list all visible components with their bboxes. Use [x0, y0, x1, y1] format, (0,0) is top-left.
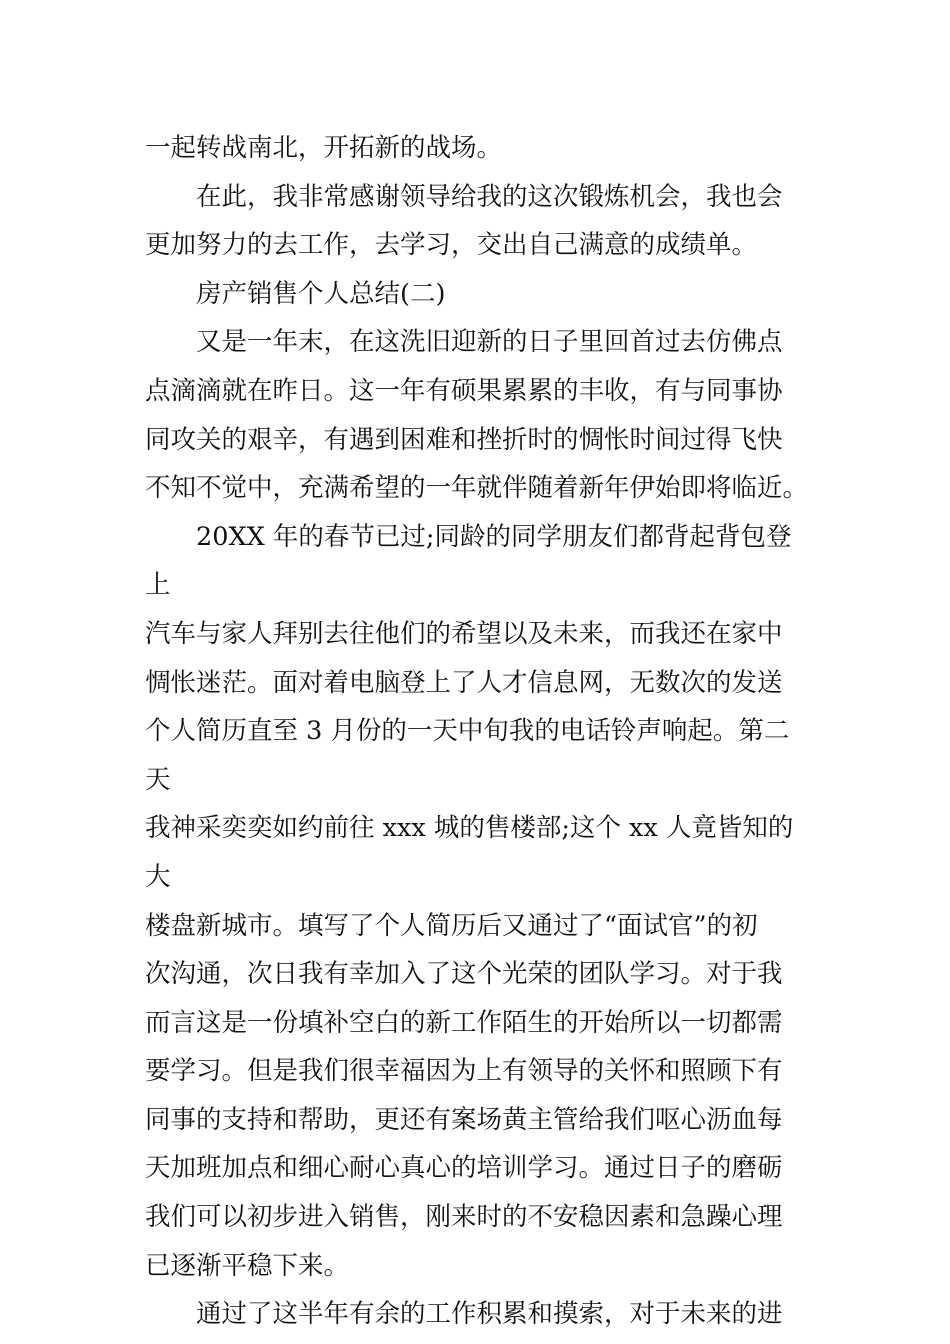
document-body	[145, 124, 810, 1339]
paragraph-half-year: 通过了这半年有余的工作积累和摸索，对于未来的进	[145, 1299, 783, 1330]
section-heading: 房产销售个人总结(二)	[145, 278, 446, 309]
paragraph-spring-festival: 20XX 年的春节已过;同龄的同学朋友们都背起背包登上 汽车与家人拜别去往他们的希望以及未来，而我还在家中 惆怅迷茫。面对着电脑登上了人才信息网，无数次的发送 个人简历直至 3 月份的一天中旬我的电话铃声响起。第二天 我神采奕奕如约前往 xxx 城的售楼部;这个 xx 人竟皆知的大 楼盘新城市。填写了个人简历后又通过了“面试官”的初 次沟通，次日我有幸加入了这个光荣的团队学习。对于我 而言这是一份填补空白的新工作陌生的开始所以一切都需 要学习。但是我们很幸福因为上有领导的关怀和照顾下有 同事的支持和帮助，更还有案场黄主管给我们呕心沥血每 天加班加点和细心耐心真心的培训学习。通过日子的磨砺 我们可以初步进入销售，刚来时的不安稳因素和急躁心理 已逐渐平稳下来。	[145, 521, 794, 1281]
paragraph-thanks: 在此，我非常感谢领导给我的这次锻炼机会，我也会 更加努力的去工作，去学习，交出自己满意的成绩单。	[145, 181, 783, 261]
paragraph-continuation: 一起转战南北，开拓新的战场。	[145, 133, 503, 163]
paragraph-year-end: 又是一年末，在这洗旧迎新的日子里回首过去仿佛点 点滴滴就在昨日。这一年有硕果累累的丰收，有与同事协 同攻关的艰辛，有遇到困难和挫折时的惆怅时间过得飞快 不知不觉中，充满希望的一年就伴随着新年伊始即将临近。	[145, 327, 809, 504]
